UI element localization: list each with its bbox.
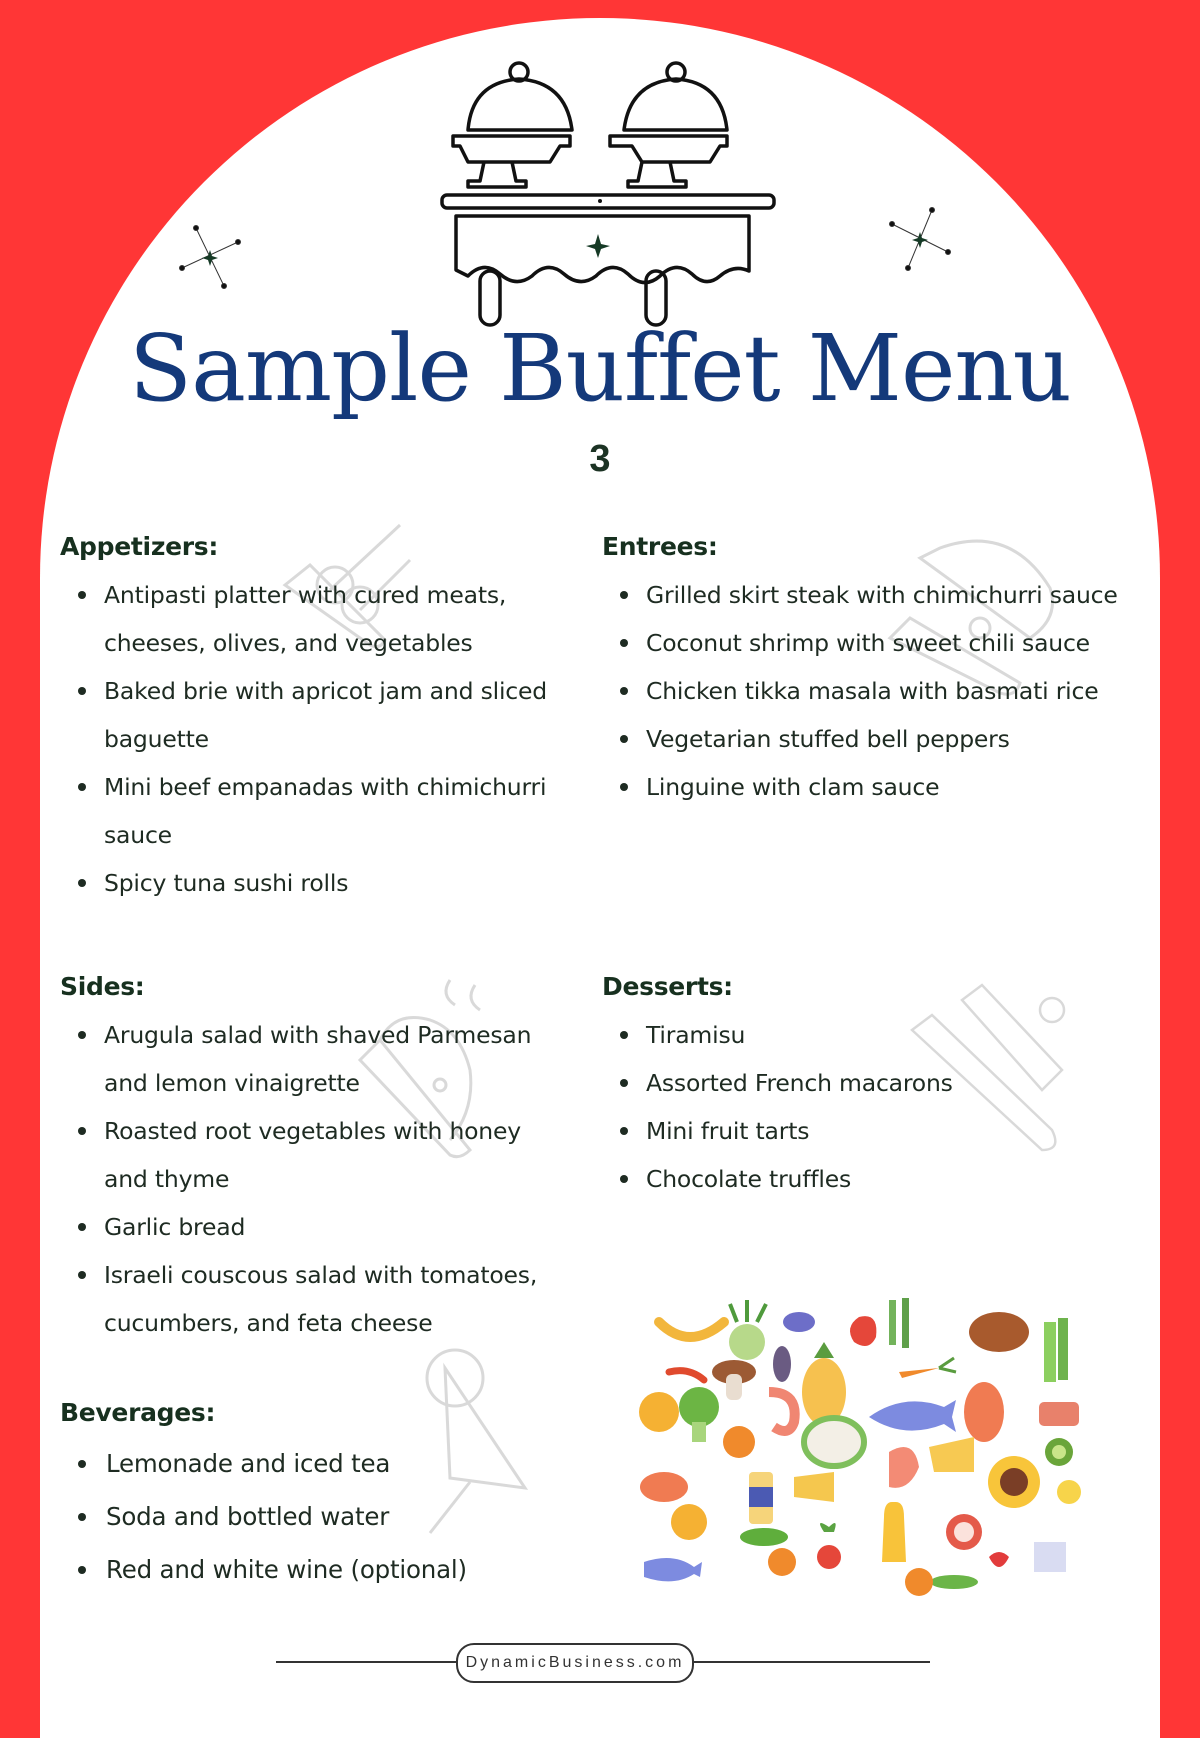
page-title: Sample Buffet Menu bbox=[129, 315, 1071, 422]
appetizers-heading: Appetizers: bbox=[60, 532, 219, 561]
buffet-table-icon bbox=[420, 38, 780, 328]
list-item: Mini beef empanadas with chimichurri sauce bbox=[60, 763, 564, 859]
footer-divider-left bbox=[276, 1661, 456, 1663]
desserts-list bbox=[602, 1011, 1162, 1203]
bullet-icon bbox=[78, 687, 86, 695]
list-item: Linguine with clam sauce bbox=[602, 763, 1162, 811]
bullet-icon bbox=[620, 783, 628, 791]
bullet-icon bbox=[78, 1223, 86, 1231]
bullet-icon bbox=[78, 879, 86, 887]
list-item: Baked brie with apricot jam and sliced baguette bbox=[60, 667, 564, 763]
list-item: Assorted French macarons bbox=[602, 1059, 1162, 1107]
entrees-section bbox=[602, 532, 1162, 811]
menu-number: 3 bbox=[589, 438, 611, 480]
sparkle-right-icon bbox=[886, 204, 956, 274]
list-item: Chocolate truffles bbox=[602, 1155, 1162, 1203]
desserts-section bbox=[602, 972, 1162, 1203]
list-item: Coconut shrimp with sweet chili sauce bbox=[602, 619, 1162, 667]
list-item: Grilled skirt steak with chimichurri sauce bbox=[602, 571, 1162, 619]
list-item: Spicy tuna sushi rolls bbox=[60, 859, 580, 907]
list-item: Lemonade and iced tea bbox=[60, 1437, 580, 1490]
bullet-icon bbox=[78, 1127, 86, 1135]
sides-list bbox=[60, 1011, 580, 1347]
bullet-icon bbox=[78, 783, 86, 791]
list-item: Red and white wine (optional) bbox=[60, 1543, 580, 1596]
sides-heading: Sides: bbox=[60, 972, 145, 1001]
bullet-icon bbox=[78, 1566, 86, 1574]
appetizers-list bbox=[60, 571, 580, 907]
list-item: Mini fruit tarts bbox=[602, 1107, 1162, 1155]
bullet-icon bbox=[620, 591, 628, 599]
bullet-icon bbox=[620, 1175, 628, 1183]
website-link[interactable]: DynamicBusiness.com bbox=[456, 1643, 694, 1683]
sides-section bbox=[60, 972, 580, 1347]
bullet-icon bbox=[620, 735, 628, 743]
list-item: Vegetarian stuffed bell peppers bbox=[602, 715, 1162, 763]
desserts-heading: Desserts: bbox=[602, 972, 733, 1001]
bullet-icon bbox=[620, 1079, 628, 1087]
list-item: Chicken tikka masala with basmati rice bbox=[602, 667, 1162, 715]
bullet-icon bbox=[78, 1513, 86, 1521]
list-item: Antipasti platter with cured meats, cheeses, olives, and vegetables bbox=[60, 571, 554, 667]
bullet-icon bbox=[620, 687, 628, 695]
beverages-section bbox=[60, 1398, 580, 1596]
appetizers-section bbox=[60, 532, 580, 907]
bullet-icon bbox=[620, 639, 628, 647]
beverages-list bbox=[60, 1437, 580, 1596]
bullet-icon bbox=[78, 1031, 86, 1039]
sparkle-left-icon bbox=[176, 222, 246, 292]
food-pattern-image bbox=[634, 1292, 1094, 1598]
bullet-icon bbox=[78, 1460, 86, 1468]
bullet-icon bbox=[620, 1127, 628, 1135]
bullet-icon bbox=[620, 1031, 628, 1039]
entrees-heading: Entrees: bbox=[602, 532, 718, 561]
bullet-icon bbox=[78, 591, 86, 599]
beverages-heading: Beverages: bbox=[60, 1398, 216, 1427]
list-item: Roasted root vegetables with honey and thyme bbox=[60, 1107, 554, 1203]
list-item: Arugula salad with shaved Parmesan and lemon vinaigrette bbox=[60, 1011, 564, 1107]
list-item: Tiramisu bbox=[602, 1011, 1162, 1059]
bullet-icon bbox=[78, 1271, 86, 1279]
list-item: Garlic bread bbox=[60, 1203, 580, 1251]
list-item: Israeli couscous salad with tomatoes, cucumbers, and feta cheese bbox=[60, 1251, 574, 1347]
list-item: Soda and bottled water bbox=[60, 1490, 580, 1543]
entrees-list bbox=[602, 571, 1162, 811]
footer-divider-right bbox=[690, 1661, 930, 1663]
